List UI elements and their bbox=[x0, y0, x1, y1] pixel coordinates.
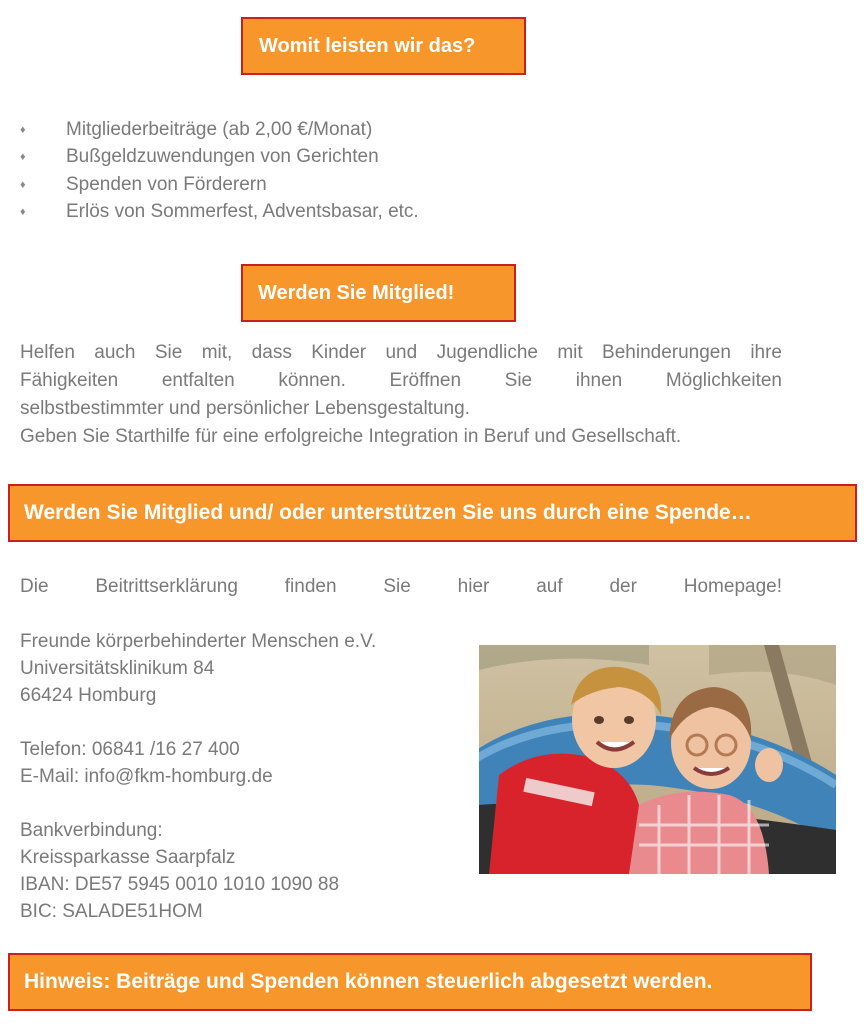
bic: BIC: SALADE51HOM bbox=[20, 901, 203, 922]
bank-info bbox=[20, 817, 339, 925]
section-heading-donate-text: Werden Sie Mitglied und/ oder unterstützen Sie uns durch eine Spende… bbox=[24, 501, 752, 524]
paragraph-line: Geben Sie Starthilfe für eine erfolgreiche Integration in Beruf und Gesellschaft. bbox=[20, 426, 682, 447]
list-item: ♦ Mitgliederbeiträge (ab 2,00 €/Monat) bbox=[20, 118, 373, 140]
section-heading-membership bbox=[241, 264, 516, 322]
diamond-bullet-icon: ♦ bbox=[20, 178, 26, 191]
bank-name: Kreissparkasse Saarpfalz bbox=[20, 847, 236, 868]
paragraph-line: Helfen auch Sie mit, dass Kinder und Jugendliche mit Behinderungen ihre bbox=[20, 342, 782, 363]
email: E-Mail: info@fkm-homburg.de bbox=[20, 766, 273, 787]
section-heading-funding-text: Womit leisten wir das? bbox=[259, 34, 476, 57]
paragraph-line: Fähigkeiten entfalten können. Eröffnen Sie ihnen Möglichkeiten bbox=[20, 370, 782, 391]
list-item: ♦ Erlös von Sommerfest, Adventsbasar, etc. bbox=[20, 201, 419, 223]
street: Universitätsklinikum 84 bbox=[20, 658, 215, 679]
section-heading-membership-text: Werden Sie Mitglied! bbox=[258, 281, 455, 304]
contact-info bbox=[20, 736, 273, 790]
membership-paragraph bbox=[20, 339, 782, 451]
tax-hint-text: Hinweis: Beiträge und Spenden können steuerlich abgesetzt werden. bbox=[24, 970, 713, 993]
iban: IBAN: DE57 5945 0010 1010 1090 88 bbox=[20, 874, 340, 895]
funding-list bbox=[20, 116, 419, 226]
bank-label: Bankverbindung: bbox=[20, 820, 163, 841]
diamond-bullet-icon: ♦ bbox=[20, 151, 26, 164]
list-item: ♦ Spenden von Förderern bbox=[20, 173, 267, 195]
city: 66424 Homburg bbox=[20, 685, 157, 706]
children-photo bbox=[479, 645, 836, 874]
list-item: ♦ Bußgeldzuwendungen von Gerichten bbox=[20, 146, 379, 168]
org-name: Freunde körperbehinderter Menschen e.V. bbox=[20, 631, 377, 652]
section-heading-funding bbox=[241, 17, 526, 75]
paragraph-line: selbstbestimmter und persönlicher Lebensgestaltung. bbox=[20, 398, 470, 419]
membership-form-note bbox=[20, 573, 782, 601]
diamond-bullet-icon: ♦ bbox=[20, 123, 26, 136]
paragraph-line: Die Beitrittserklärung finden Sie hier auf der Homepage! bbox=[20, 576, 782, 597]
phone: Telefon: 06841 /16 27 400 bbox=[20, 739, 240, 760]
section-heading-donate bbox=[8, 484, 857, 542]
postal-address bbox=[20, 628, 376, 709]
diamond-bullet-icon: ♦ bbox=[20, 206, 26, 219]
tax-hint-banner bbox=[8, 953, 812, 1011]
